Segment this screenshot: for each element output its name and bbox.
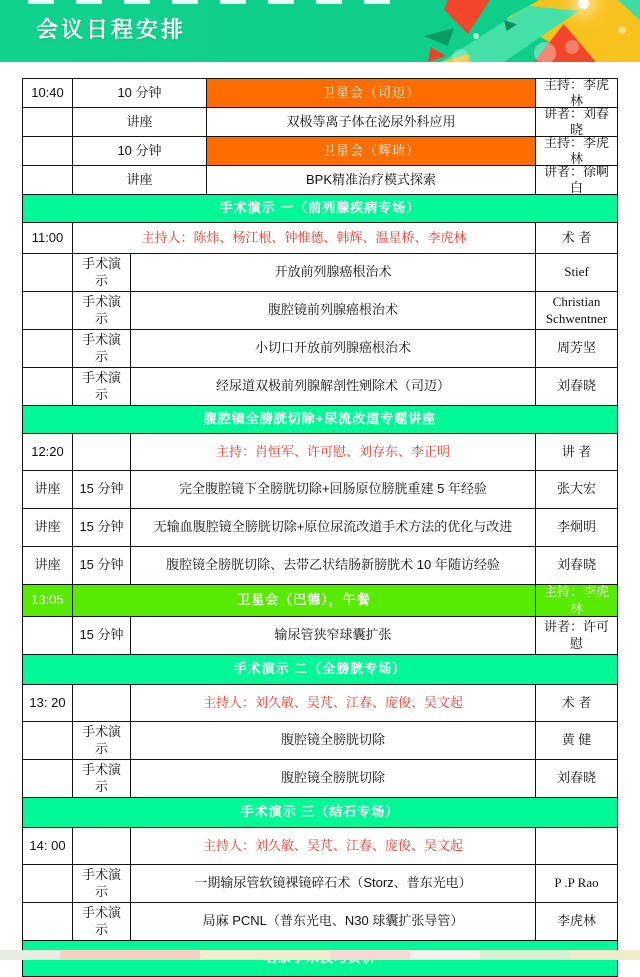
decor-bokeh-dot <box>618 26 626 34</box>
schedule-row <box>23 547 617 585</box>
session-type-cell: 手术演示 <box>73 330 131 367</box>
topic-cell: 卫星会（司迈） <box>207 79 536 107</box>
time-cell <box>23 166 73 194</box>
session-type-cell: 15 分钟 <box>73 509 131 546</box>
time-cell <box>23 865 73 902</box>
session-type-cell: 手术演示 <box>73 760 131 797</box>
time-cell: 13: 20 <box>23 685 73 721</box>
decor-red-triangle <box>428 47 446 62</box>
time-cell <box>23 108 73 136</box>
speaker-cell: 主持：李虎林 <box>543 134 609 166</box>
section-banner-label: 手术演示 一（前列腺疾病专场） <box>23 195 617 222</box>
time-cell: 讲座 <box>23 547 73 584</box>
topic-cell: 完全腹腔镜下全膀胱切除+回肠原位膀胱重建 5 年经验 <box>131 471 536 508</box>
topic-cell: 一期输尿管软镜裸镜碎石术（Storz、普东光电） <box>131 865 536 902</box>
topic-cell: 腹腔镜全膀胱切除 <box>131 760 536 797</box>
section-banner-row <box>23 195 617 223</box>
header-banner <box>0 0 640 62</box>
schedule-row <box>23 368 617 406</box>
page-title: 会议日程安排 <box>36 17 187 42</box>
decor-bokeh-dot <box>452 49 468 62</box>
time-cell <box>23 617 73 654</box>
time-cell <box>23 292 73 329</box>
schedule-row <box>23 434 617 471</box>
schedule-row <box>23 254 617 292</box>
chairs-cell: 主持人：陈炜、杨江根、钟惟德、韩辉、温星桥、李虎林 <box>73 223 536 253</box>
time-cell: 10:40 <box>23 79 73 107</box>
session-type-cell: 手术演示 <box>73 865 131 902</box>
schedule-row <box>23 865 617 903</box>
speaker-cell: 周芳坚 <box>556 340 596 356</box>
speaker-cell: 术 者 <box>561 694 592 710</box>
decorative-dashes <box>28 0 400 4</box>
schedule-row <box>23 471 617 509</box>
session-type-cell: 手术演示 <box>73 722 131 759</box>
decor-bokeh-dot <box>534 42 556 62</box>
background-strip <box>0 950 640 960</box>
session-type-cell <box>73 828 131 864</box>
speaker-cell: 刘春晓 <box>556 770 596 786</box>
section-banner-label: 手术演示 三（结石专场） <box>23 798 617 827</box>
speaker-cell: Stief <box>564 264 589 280</box>
topic-cell: 输尿管狭窄球囊扩张 <box>131 617 536 654</box>
topic-cell: 卫星会（辉瑞） <box>207 137 536 165</box>
schedule-row <box>23 105 617 137</box>
session-type-cell: 15 分钟 <box>73 547 131 584</box>
time-cell: 13:05 <box>23 585 73 616</box>
session-type-cell: 手术演示 <box>73 903 131 940</box>
session-type-cell: 10 分钟 <box>73 137 207 165</box>
topic-cell: 经尿道双极前列腺解剖性剜除术（司迈） <box>131 368 536 405</box>
schedule-row <box>23 760 617 798</box>
topic-cell: 无输血腹腔镜全膀胱切除+原位尿流改道手术方法的优化与改进 <box>131 509 536 546</box>
speaker-cell <box>536 828 617 864</box>
speaker-cell: 主持：李虎林 <box>543 76 609 108</box>
schedule-row <box>23 163 617 195</box>
decor-darkgreen-triangle <box>424 28 454 46</box>
schedule-row <box>23 903 617 941</box>
speaker-cell: 黄 健 <box>561 732 592 748</box>
speaker-cell: Christian Schwentner <box>545 294 608 326</box>
session-type-cell: 手术演示 <box>73 368 131 405</box>
schedule-row <box>23 617 617 655</box>
session-type-cell: 讲座 <box>73 166 207 194</box>
time-cell <box>23 137 73 165</box>
speaker-cell: 张大宏 <box>556 481 596 497</box>
topic-cell: 主持人：刘久敏、吴芃、江春、庞俊、吴文起 <box>131 685 536 721</box>
time-cell: 14: 00 <box>23 828 73 864</box>
session-type-cell: 手术演示 <box>73 254 131 291</box>
session-type-cell <box>73 434 131 470</box>
speaker-cell: 讲者：刘春晓 <box>543 105 609 137</box>
session-type-cell: 15 分钟 <box>73 617 131 654</box>
schedule-row <box>23 585 617 617</box>
decor-bokeh-dot <box>565 40 579 54</box>
time-cell <box>23 722 73 759</box>
speaker-cell: 讲者：许可慰 <box>543 619 609 651</box>
decor-bokeh-dot <box>473 33 479 39</box>
topic-cell: 腹腔镜前列腺癌根治术 <box>131 292 536 329</box>
time-cell: 12:20 <box>23 434 73 470</box>
section-banner-row <box>23 406 617 434</box>
schedule-row <box>23 685 617 722</box>
time-cell <box>23 368 73 405</box>
speaker-cell: 刘春晓 <box>556 557 596 573</box>
section-banner-row <box>23 798 617 828</box>
schedule-row <box>23 292 617 330</box>
chairs-cell: 卫星会（巴德），午餐 <box>73 585 536 616</box>
time-cell <box>23 903 73 940</box>
speaker-cell: P .P Rao <box>554 875 599 891</box>
time-cell <box>23 330 73 367</box>
speaker-cell: 讲 者 <box>561 443 592 459</box>
topic-cell: 腹腔镜全膀胱切除 <box>131 722 536 759</box>
session-type-cell: 15 分钟 <box>73 471 131 508</box>
schedule-row <box>23 722 617 760</box>
time-cell <box>23 254 73 291</box>
session-type-cell: 10 分钟 <box>73 79 207 107</box>
speaker-cell: 李虎林 <box>556 913 596 929</box>
topic-cell: BPK精准治疗模式探索 <box>207 166 536 194</box>
time-cell: 讲座 <box>23 471 73 508</box>
section-banner-label: 腹腔镜全膀胱切除+尿流改道专题讲座 <box>23 406 617 433</box>
topic-cell: 主持：肖恒军、许可慰、刘存东、李正明 <box>131 434 536 470</box>
topic-cell: 双极等离子体在泌尿外科应用 <box>207 108 536 136</box>
schedule-row <box>23 76 617 108</box>
speaker-cell: 讲者：徐啊白 <box>543 163 609 195</box>
schedule-row <box>23 134 617 166</box>
section-banner-label: 手术演示 二（全膀胱专场） <box>23 655 617 684</box>
topic-cell: 开放前列腺癌根治术 <box>131 254 536 291</box>
topic-cell: 主持人：刘久敏、吴芃、江春、庞俊、吴文起 <box>131 828 536 864</box>
session-type-cell <box>73 685 131 721</box>
schedule-table <box>22 78 618 977</box>
topic-cell: 局麻 PCNL（普东光电、N30 球囊扩张导管） <box>131 903 536 940</box>
time-cell <box>23 760 73 797</box>
schedule-row <box>23 509 617 547</box>
schedule-row <box>23 828 617 865</box>
speaker-cell: 李炯明 <box>556 519 596 535</box>
topic-cell: 腹腔镜全膀胱切除、去带乙状结肠新膀胱术 10 年随访经验 <box>131 547 536 584</box>
section-banner-row <box>23 655 617 685</box>
schedule-row <box>23 223 617 254</box>
session-type-cell: 手术演示 <box>73 292 131 329</box>
speaker-cell: 主持：李虎林 <box>536 585 617 616</box>
time-cell: 讲座 <box>23 509 73 546</box>
session-type-cell: 讲座 <box>73 108 207 136</box>
time-cell: 11:00 <box>23 223 73 253</box>
schedule-row <box>23 330 617 368</box>
topic-cell: 小切口开放前列腺癌根治术 <box>131 330 536 367</box>
speaker-cell: 术 者 <box>561 229 592 245</box>
speaker-cell: 刘春晓 <box>556 378 596 394</box>
